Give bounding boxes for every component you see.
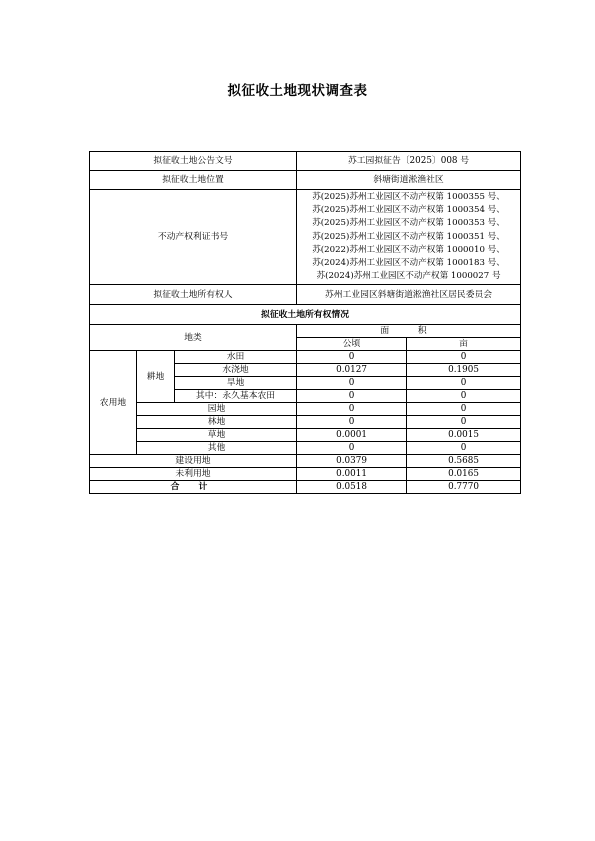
location-value: 斜塘街道淞渔社区: [297, 171, 521, 190]
notice-no-label: 拟征收土地公告文号: [90, 152, 297, 171]
owner-row: [90, 285, 521, 305]
hectare-cell: 0.0011: [297, 468, 407, 481]
hectare-cell: 0: [297, 351, 407, 364]
page-title: 拟征收土地现状调查表: [227, 83, 368, 99]
total-mu: 0.7770: [407, 481, 521, 494]
ownership-section-title: 拟征收土地所有权情况: [90, 305, 521, 325]
hectare-cell: 0: [297, 390, 407, 403]
certificate-item: 苏(2025)苏州工业园区不动产权第 1000351 号、: [312, 231, 505, 242]
mu-cell: 0: [407, 377, 521, 390]
total-hectare: 0.0518: [297, 481, 407, 494]
mu-cell: 0: [407, 442, 521, 455]
land-type-header: 地类: [90, 325, 297, 351]
hectare-cell: 0.0379: [297, 455, 407, 468]
unit-mu: 亩: [407, 338, 521, 351]
total-row: [90, 481, 521, 494]
certificate-item: 苏(2025)苏州工业园区不动产权第 1000354 号、: [312, 205, 505, 216]
notice-no-value: 苏工园拟征告〔2025〕008 号: [297, 152, 521, 171]
hectare-cell: 0: [297, 442, 407, 455]
land-type-cell: 建设用地: [90, 455, 297, 468]
mu-cell: 0.1905: [407, 364, 521, 377]
mu-cell: 0: [407, 403, 521, 416]
land-type-cell: 水浇地: [175, 364, 297, 377]
certificates-label: 不动产权利证书号: [90, 190, 297, 285]
mu-cell: 0.0165: [407, 468, 521, 481]
total-label: 合 计: [90, 481, 297, 494]
table-row: [90, 416, 521, 429]
land-type-cell: 水田: [175, 351, 297, 364]
table-row: [90, 455, 521, 468]
land-type-cell: 未利用地: [90, 468, 297, 481]
mu-cell: 0.0015: [407, 429, 521, 442]
owner-value: 苏州工业园区斜塘街道淞渔社区居民委员会: [297, 285, 521, 305]
mu-cell: 0.5685: [407, 455, 521, 468]
section-title-row: [90, 305, 521, 325]
land-survey-table: [89, 151, 521, 494]
notice-no-row: [90, 152, 521, 171]
land-type-cell: 草地: [137, 429, 297, 442]
hectare-cell: 0: [297, 377, 407, 390]
land-type-cell: 园地: [137, 403, 297, 416]
land-type-cell: 林地: [137, 416, 297, 429]
location-row: [90, 171, 521, 190]
table-row: [90, 468, 521, 481]
mu-cell: 0: [407, 390, 521, 403]
certificates-list: [297, 190, 521, 285]
unit-hectare: 公顷: [297, 338, 407, 351]
land-type-cell: 旱地: [175, 377, 297, 390]
farmland-label: 农用地: [90, 351, 137, 455]
table-row: [90, 351, 521, 364]
certificate-item: 苏(2024)苏州工业园区不动产权第 1000183 号、: [312, 258, 505, 269]
certificate-item: 苏(2022)苏州工业园区不动产权第 1000010 号、: [312, 244, 505, 255]
table-row: [90, 429, 521, 442]
table-row: [90, 442, 521, 455]
mu-cell: 0: [407, 351, 521, 364]
location-label: 拟征收土地位置: [90, 171, 297, 190]
hectare-cell: 0: [297, 403, 407, 416]
hectare-cell: 0: [297, 416, 407, 429]
hectare-cell: 0.0001: [297, 429, 407, 442]
area-header: 面 积: [297, 325, 521, 338]
table-row: [90, 403, 521, 416]
header-row: [90, 325, 521, 338]
land-type-cell: 其他: [137, 442, 297, 455]
cultivated-label: 耕地: [137, 351, 175, 403]
land-type-cell: 其中：永久基本农田: [175, 390, 297, 403]
certificate-item: 苏(2025)苏州工业园区不动产权第 1000353 号、: [312, 218, 505, 229]
certificate-item: 苏(2024)苏州工业园区不动产权第 1000027 号: [316, 271, 501, 282]
certificate-item: 苏(2025)苏州工业园区不动产权第 1000355 号、: [312, 192, 505, 202]
hectare-cell: 0.0127: [297, 364, 407, 377]
mu-cell: 0: [407, 416, 521, 429]
certificates-row: [90, 190, 521, 285]
owner-label: 拟征收土地所有权人: [90, 285, 297, 305]
